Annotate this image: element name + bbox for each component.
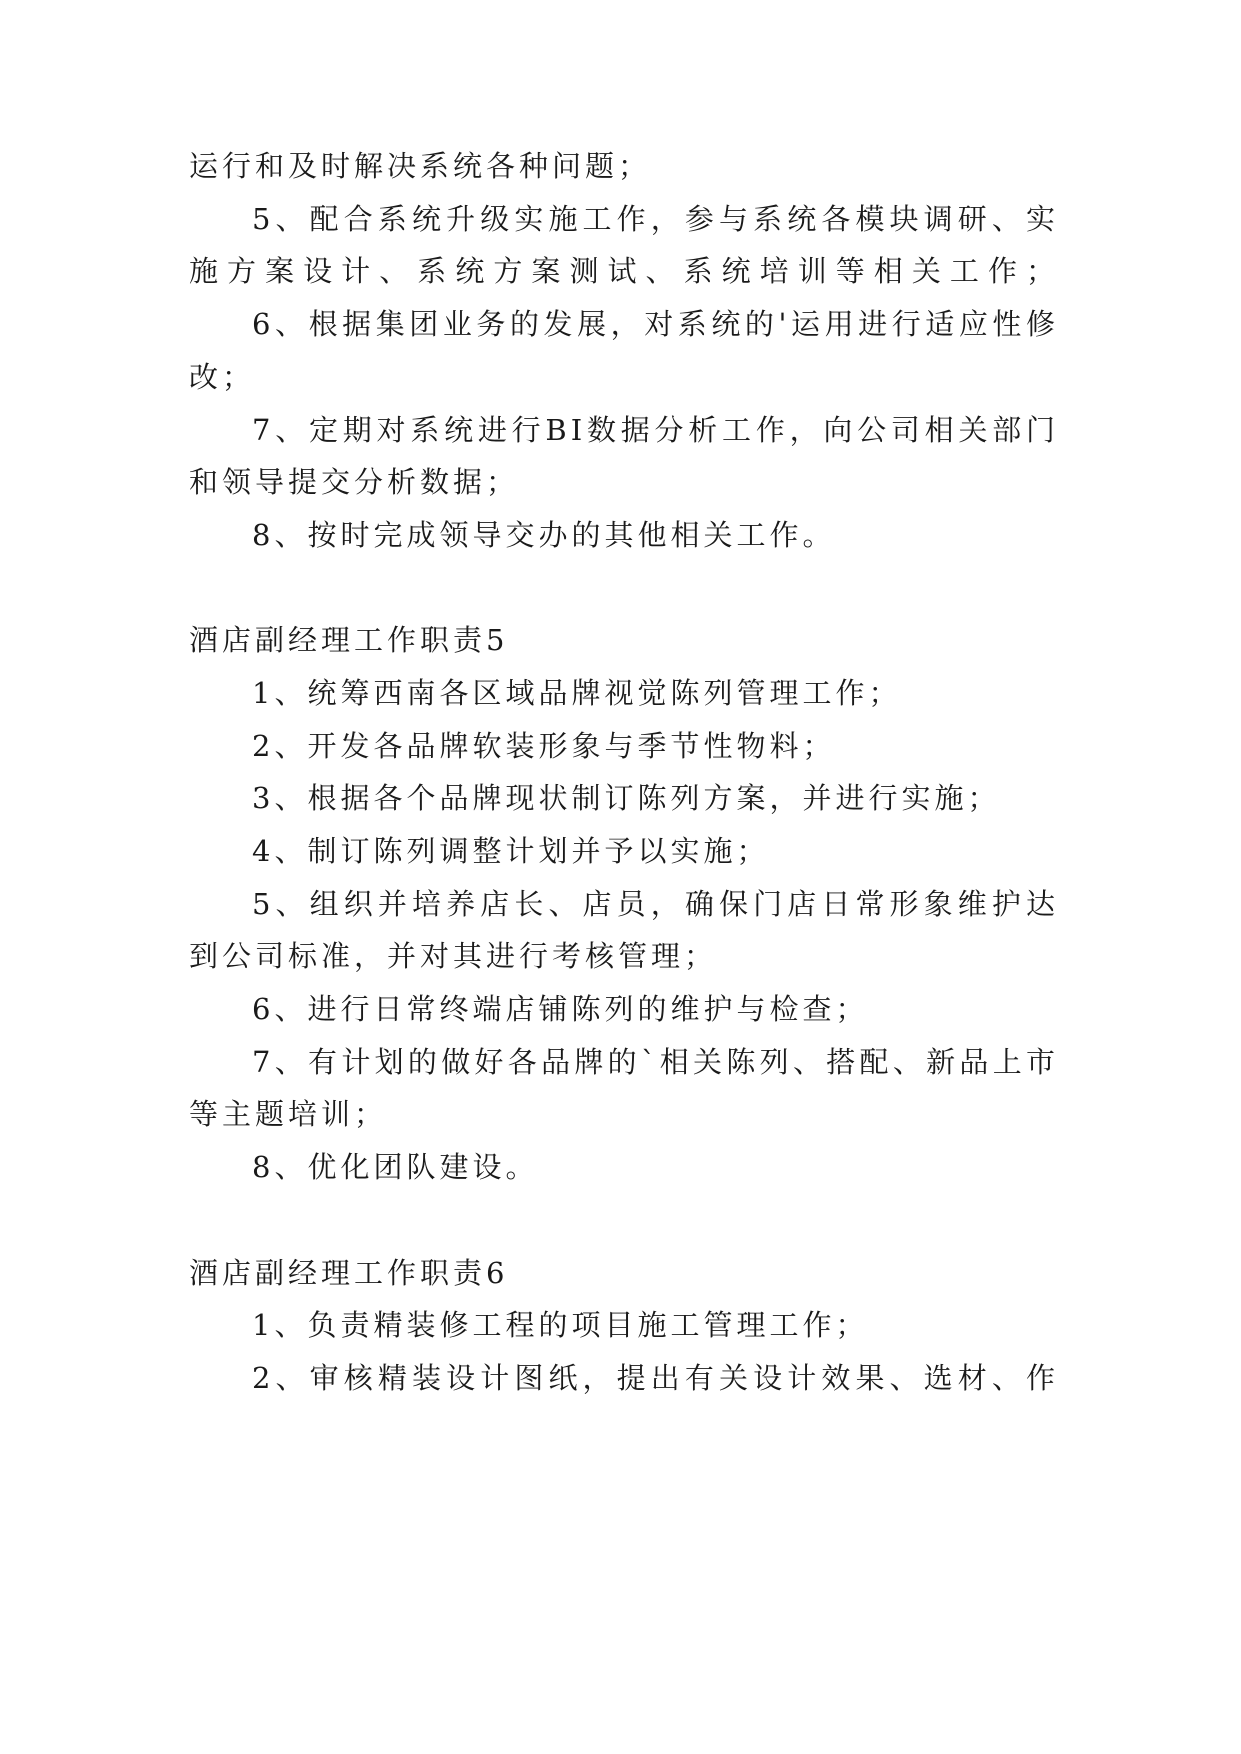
list-item-text: 7、定期对系统进行BI数据分析工作，向公司相关部门 (252, 413, 1059, 447)
list-item-text: 1、统筹西南各区域品牌视觉陈列管理工作； (252, 676, 902, 710)
section-heading: 酒店副经理工作职责5 (189, 623, 509, 657)
section-heading: 酒店副经理工作职责6 (189, 1256, 509, 1290)
text-line: 到公司标准，并对其进行考核管理； (189, 939, 718, 973)
list-item-text: 8、优化团队建设。 (252, 1150, 539, 1184)
list-item-text: 6、根据集团业务的发展，对系统的'运用进行适应性修 (252, 307, 1059, 341)
list-item-text: 8、按时完成领导交办的其他相关工作。 (252, 518, 836, 552)
list-item-text: 5、配合系统升级实施工作，参与系统各模块调研、实 (252, 202, 1059, 236)
list-item-text: 2、审核精装设计图纸，提出有关设计效果、选材、作 (252, 1361, 1059, 1395)
list-item-text: 1、负责精装修工程的项目施工管理工作； (252, 1308, 869, 1342)
list-item-text: 2、开发各品牌软装形象与季节性物料； (252, 729, 836, 763)
text-line: 等主题培训； (189, 1097, 388, 1131)
list-item-text: 5、组织并培养店长、店员，确保门店日常形象维护达 (252, 887, 1059, 921)
list-item-text: 6、进行日常终端店铺陈列的维护与检查； (252, 992, 869, 1026)
text-line: 运行和及时解决系统各种问题； (189, 149, 652, 183)
list-item-text: 4、制订陈列调整计划并予以实施； (252, 834, 770, 868)
text-line: 和领导提交分析数据； (189, 465, 520, 499)
list-item-text: 7、有计划的做好各品牌的`相关陈列、搭配、新品上市 (252, 1045, 1059, 1079)
list-item-text: 3、根据各个品牌现状制订陈列方案，并进行实施； (252, 781, 1001, 815)
text-line: 施方案设计、系统方案测试、系统培训等相关工作； (189, 254, 1059, 288)
text-line: 改； (189, 360, 256, 394)
